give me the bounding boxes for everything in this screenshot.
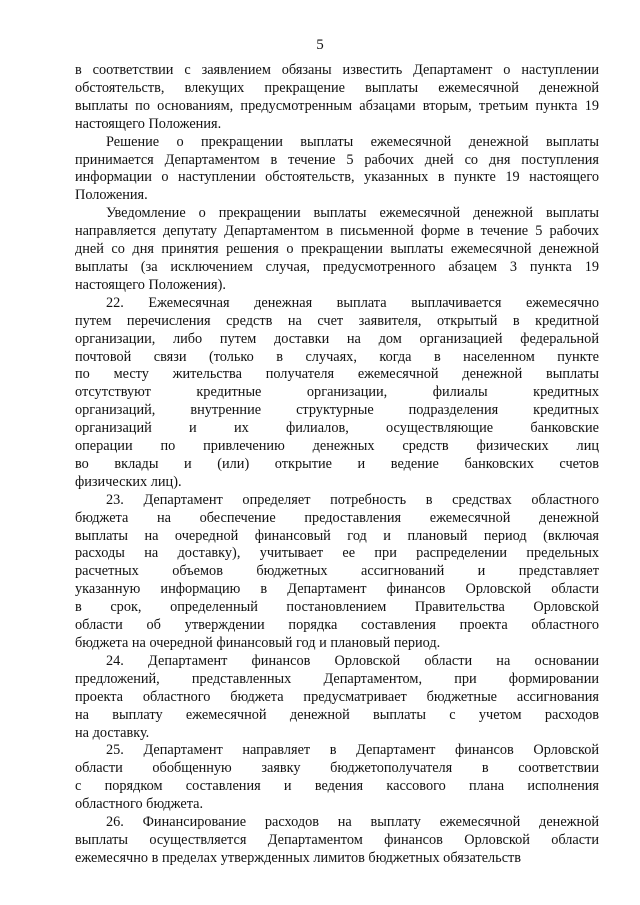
document-body — [75, 62, 599, 868]
paragraph — [75, 62, 599, 134]
text-line: Уведомление о прекращении выплаты ежемесячной денежной выплаты — [106, 205, 599, 222]
text-line: организации, либо путем доставки на дом организацией федеральной — [75, 330, 599, 347]
text-line: организаций и их филиалов, осуществляющие банковские — [75, 420, 599, 437]
paragraph — [75, 295, 599, 492]
text-line: выплаты (за исключением случая, предусмотренного абзацем 3 пункта 19 — [75, 258, 599, 275]
paragraph — [75, 205, 599, 295]
paragraph — [75, 492, 599, 653]
page-number: 5 — [316, 37, 324, 53]
text-line: информации о наступлении обстоятельств, указанных в пункте 19 настоящего — [75, 169, 599, 186]
text-line: бюджета на обеспечение предоставления ежемесячной денежной — [75, 509, 599, 526]
paragraph — [75, 742, 599, 814]
text-line: в соответствии с заявлением обязаны известить Департамент о наступлении — [75, 62, 599, 78]
text-line: 23. Департамент определяет потребность в средствах областного — [106, 491, 599, 508]
text-line: 26. Финансирование расходов на выплату ежемесячной денежной — [106, 814, 599, 831]
text-line: выплаты по основаниям, предусмотренным абзацами вторым, третьим пункта 19 — [75, 97, 599, 114]
text-line: Решение о прекращении выплаты ежемесячной денежной выплаты — [106, 133, 599, 150]
text-line: выплаты на очередной финансовый год и плановый период (включая — [75, 527, 599, 544]
text-line: принимается Департаментом в течение 5 рабочих дней со дня поступления — [75, 151, 599, 168]
text-line: проекта областного бюджета предусматривает бюджетные ассигнования — [75, 688, 599, 705]
text-line: с порядком составления и ведения кассового плана исполнения — [75, 778, 599, 795]
text-line: отсутствуют кредитные организации, филиалы кредитных — [75, 384, 599, 401]
text-line: 24. Департамент финансов Орловской области на основании — [106, 652, 599, 669]
text-line: путем перечисления средств на счет заявителя, открытый в кредитной — [75, 312, 599, 329]
text-line: во вклады и (или) открытие и ведение банковских счетов — [75, 455, 599, 472]
paragraph — [75, 134, 599, 206]
text-line: организаций, внутренние структурные подразделения кредитных — [75, 402, 599, 419]
text-line: обстоятельств, влекущих прекращение выплаты ежемесячной денежной — [75, 79, 599, 96]
text-line: предложений, представленных Департаментом, при формировании — [75, 670, 599, 687]
text-line: дней со дня принятия решения о прекращении выплаты ежемесячной денежной — [75, 241, 599, 258]
text-line: области об утверждении порядка составления проекта областного — [75, 617, 599, 634]
text-line: настоящего Положения. — [75, 115, 222, 132]
text-line: Положения. — [75, 187, 148, 204]
text-line: указанную информацию в Департамент финансов Орловской области — [75, 581, 599, 598]
text-line: 25. Департамент направляет в Департамент финансов Орловской — [106, 742, 599, 759]
text-line: по месту жительства получателя ежемесячной денежной выплаты — [75, 366, 599, 383]
text-line: в срок, определенный постановлением Правительства Орловской — [75, 599, 599, 616]
text-line: на выплату ежемесячной денежной выплаты с учетом расходов — [75, 706, 599, 723]
text-line: расходы на доставку), учитывает ее при распределении предельных — [75, 545, 599, 562]
text-line: расчетных объемов бюджетных ассигнований и представляет — [75, 563, 599, 580]
text-line: областного бюджета. — [75, 796, 204, 813]
text-line: области обобщенную заявку бюджетополучателя в соответствии — [75, 760, 599, 777]
text-line: направляется депутату Департаментом в письменной форме в течение 5 рабочих — [75, 223, 599, 240]
paragraph — [75, 653, 599, 743]
text-line: настоящего Положения). — [75, 276, 226, 293]
text-line: 22. Ежемесячная денежная выплата выплачивается ежемесячно — [106, 294, 599, 311]
text-line: почтовой связи (только в случаях, когда в населенном пункте — [75, 348, 599, 365]
text-line: выплаты осуществляется Департаментом финансов Орловской области — [75, 831, 599, 848]
paragraph — [75, 814, 599, 868]
text-line: операции по привлечению денежных средств физических лиц — [75, 438, 599, 455]
text-line: бюджета на очередной финансовый год и плановый период. — [75, 635, 441, 651]
text-line: на доставку. — [75, 724, 150, 741]
text-line: физических лиц). — [75, 473, 182, 490]
text-line: ежемесячно в пределах утвержденных лимитов бюджетных обязательств — [75, 849, 522, 866]
